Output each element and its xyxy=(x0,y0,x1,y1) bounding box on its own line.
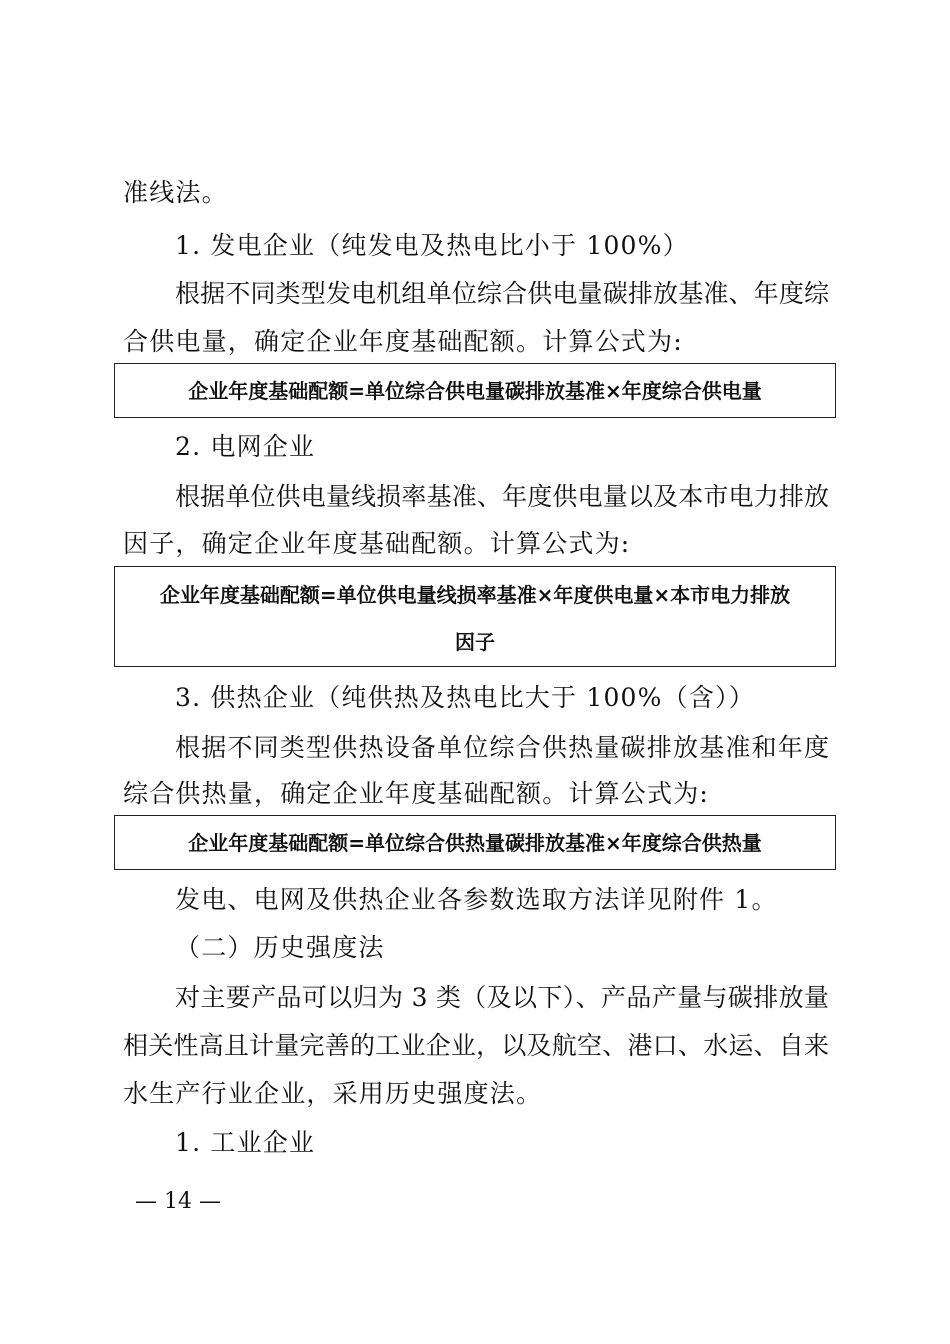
page-number: — 14 — xyxy=(135,1189,221,1214)
formula-box-power xyxy=(114,363,836,418)
formula-text: 企业年度基础配额=单位综合供电量碳排放基准×年度综合供电量 xyxy=(188,379,762,403)
paragraph-line: 综合供热量，确定企业年度基础配额。计算公式为: xyxy=(123,779,710,808)
section-heading-industrial-enterprise: 1. 工业企业 xyxy=(175,1128,316,1157)
section-heading-heat-enterprise: 3. 供热企业（纯供热及热电比大于 100%（含）） xyxy=(175,683,755,712)
section-heading-historical-intensity: （二）历史强度法 xyxy=(175,933,385,962)
paragraph-line: 对主要产品可以归为 3 类（及以下）、产品产量与碳排放量 xyxy=(175,983,829,1012)
paragraph-line: 准线法。 xyxy=(123,178,228,207)
paragraph-line: 合供电量，确定企业年度基础配额。计算公式为: xyxy=(123,327,683,356)
paragraph-line: 发电、电网及供热企业各参数选取方法详见附件 1。 xyxy=(175,885,778,914)
paragraph-line: 因子，确定企业年度基础配额。计算公式为: xyxy=(123,529,631,558)
paragraph-line: 相关性高且计量完善的工业企业，以及航空、港口、水运、自来 xyxy=(123,1031,829,1060)
formula-text: 企业年度基础配额=单位供电量线损率基准×年度供电量×本市电力排放 xyxy=(159,583,791,607)
section-heading-power-enterprise: 1. 发电企业（纯发电及热电比小于 100%） xyxy=(175,231,689,260)
paragraph-line: 水生产行业企业，采用历史强度法。 xyxy=(123,1079,543,1108)
paragraph-line: 根据不同类型供热设备单位综合供热量碳排放基准和年度 xyxy=(175,733,829,762)
paragraph-line: 根据单位供电量线损率基准、年度供电量以及本市电力排放 xyxy=(175,482,829,511)
paragraph-line: 根据不同类型发电机组单位综合供电量碳排放基准、年度综 xyxy=(175,279,829,308)
formula-text: 因子 xyxy=(455,630,495,654)
formula-box-grid xyxy=(114,566,836,667)
formula-box-heat xyxy=(114,815,836,870)
section-heading-grid-enterprise: 2. 电网企业 xyxy=(175,432,316,461)
formula-text: 企业年度基础配额=单位综合供热量碳排放基准×年度综合供热量 xyxy=(188,831,762,855)
